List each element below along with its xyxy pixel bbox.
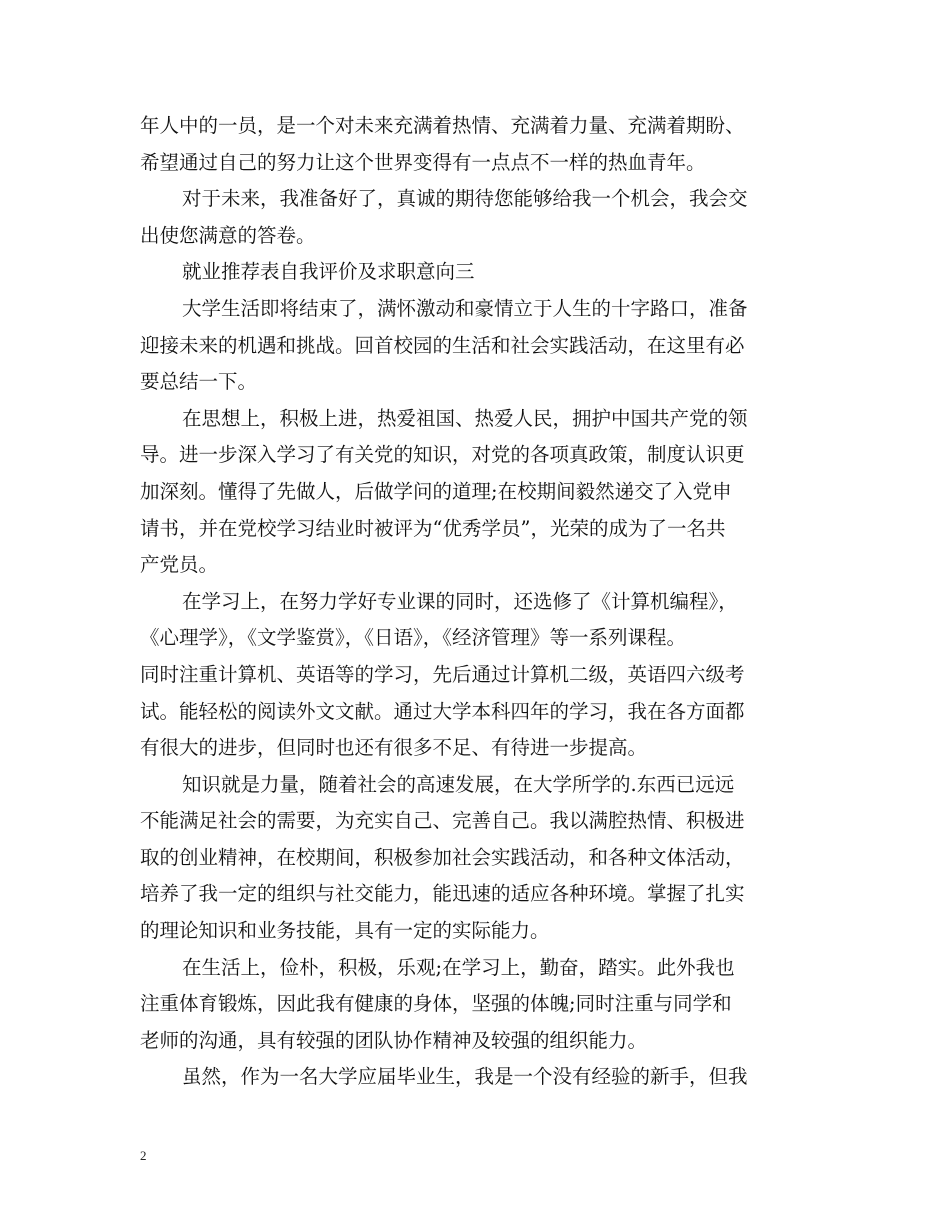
- text-line: 迎接未来的机遇和挑战。回首校园的生活和社会实践活动，在这里有必: [140, 333, 745, 357]
- text-line: 取的创业精神，在校期间，积极参加社会实践活动，和各种文体活动，: [140, 845, 745, 869]
- text-line: 年人中的一员，是一个对未来充满着热情、充满着力量、充满着期盼、: [140, 114, 745, 137]
- text-line: 不能满足社会的需要，为充实自己、完善自己。我以满腔热情、积极进: [140, 809, 745, 833]
- text-line: 就业推荐表自我评价及求职意向三: [182, 260, 475, 284]
- text-line: 在思想上，积极上进，热爱祖国、热爱人民，拥护中国共产党的领: [182, 406, 748, 430]
- text-line: 试。能轻松的阅读外文文献。通过大学本科四年的学习，我在各方面都: [140, 699, 745, 723]
- text-line: 要总结一下。: [140, 370, 258, 394]
- text-line: 培养了我一定的组织与社交能力，能迅速的适应各种环境。掌握了扎实: [140, 882, 745, 906]
- text-line: 老师的沟通，具有较强的团队协作精神及较强的组织能力。: [140, 1028, 648, 1052]
- text-line: 的理论知识和业务技能，具有一定的实际能力。: [140, 919, 550, 943]
- text-line: 大学生活即将结束了，满怀激动和豪情立于人生的十字路口，准备: [182, 296, 748, 320]
- page-number: 2: [140, 1148, 147, 1163]
- text-line: 注重体育锻炼，因此我有健康的身体，坚强的体魄;同时注重与同学和: [140, 992, 732, 1016]
- text-line: 希望通过自己的努力让这个世界变得有一点点不一样的热血青年。: [140, 150, 706, 174]
- text-line: 有很大的进步，但同时也还有很多不足、有待进一步提高。: [140, 736, 648, 760]
- text-line: 导。进一步深入学习了有关党的知识，对党的各项真政策，制度认识更: [140, 443, 745, 467]
- text-line: 知识就是力量，随着社会的高速发展，在大学所学的.东西已远远: [182, 772, 735, 796]
- text-line: 产党员。: [140, 553, 219, 577]
- text-line: 虽然，作为一名大学应届毕业生，我是一个没有经验的新手，但我: [182, 1065, 748, 1089]
- document-body: [140, 108, 812, 1096]
- text-line: 《心理学》，《文学鉴赏》，《日语》，《经济管理》等一系列课程。: [140, 626, 687, 650]
- text-line: 对于未来，我准备好了，真诚的期待您能够给我一个机会，我会交: [182, 187, 748, 211]
- text-line: 请书，并在党校学习结业时被评为“优秀学员”，光荣的成为了一名共: [140, 516, 726, 540]
- text-line: 在学习上，在努力学好专业课的同时，还选修了《计算机编程》，: [182, 589, 738, 613]
- text-line: 加深刻。懂得了先做人，后做学问的道理;在校期间毅然递交了入党申: [140, 479, 732, 503]
- text-line: 出使您满意的答卷。: [140, 223, 316, 247]
- text-line: 在生活上，俭朴，积极，乐观;在学习上，勤奋，踏实。此外我也: [182, 955, 735, 979]
- text-line: 同时注重计算机、英语等的学习，先后通过计算机二级，英语四六级考: [140, 662, 745, 686]
